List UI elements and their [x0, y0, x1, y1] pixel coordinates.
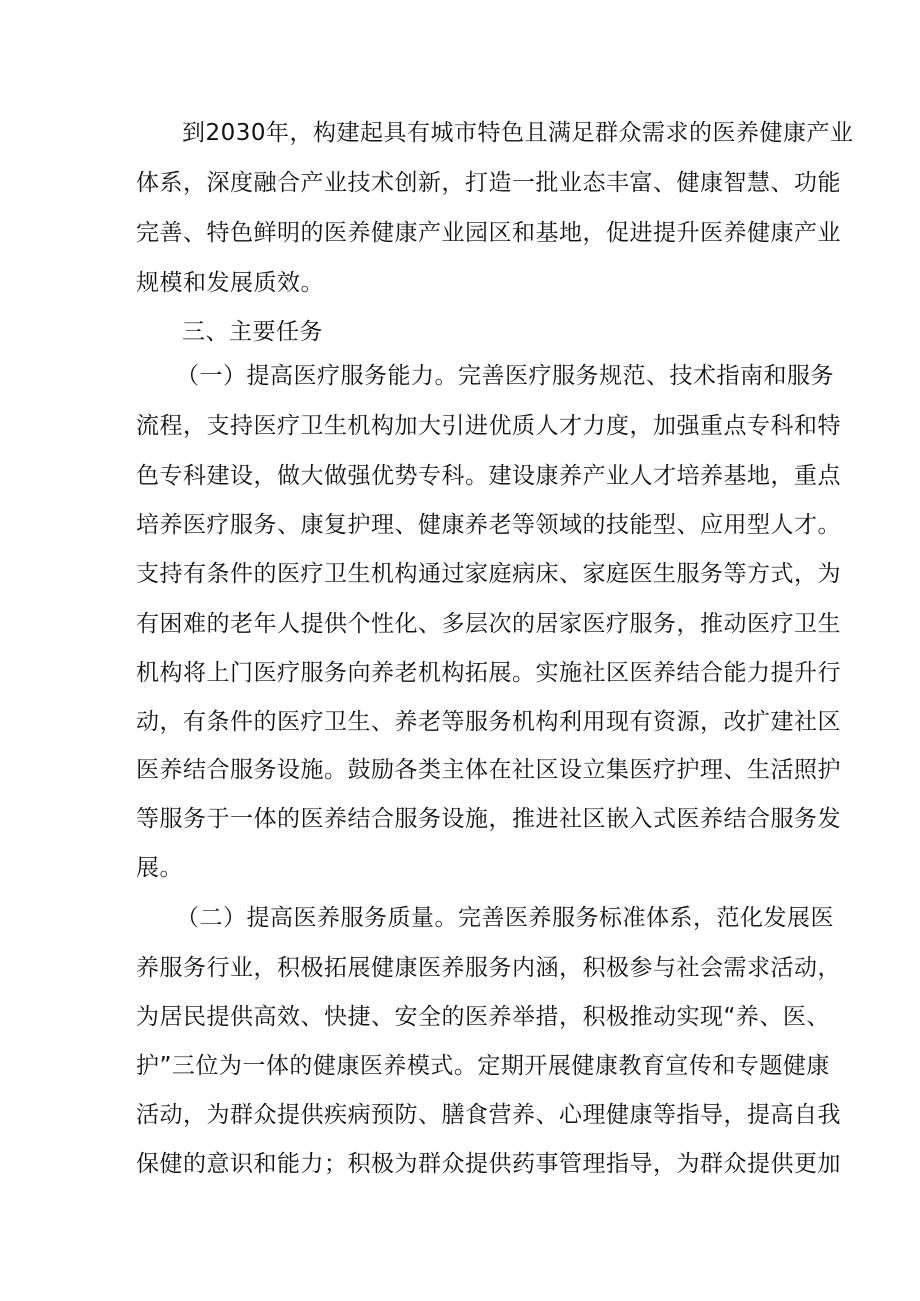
text-line: （二）提高医养服务质量。完善医养服务标准体系，范化发展医 [176, 905, 834, 931]
text-line: 流程，支持医疗卫生机构加大引进优质人才力度，加强重点专科和特 [136, 413, 841, 439]
section-heading-main-tasks: 三、主要任务 [182, 319, 323, 345]
text-line: 规模和发展质效。 [136, 270, 324, 296]
text-line: 色专科建设，做大做强优势专科。建设康养产业人才培养基地，重点 [136, 463, 841, 489]
text-line: 完善、特色鲜明的医养健康产业园区和基地，促进提升医养健康产业 [136, 220, 841, 246]
text-line: 养服务行业，积极拓展健康医养服务内涵，积极参与社会需求活动， [136, 955, 841, 981]
text-line: 机构将上门医疗服务向养老机构拓展。实施社区医养结合能力提升行 [136, 660, 841, 686]
text-line: 培养医疗服务、康复护理、健康养老等领域的技能型、应用型人才。 [136, 512, 841, 538]
text-line: 活动，为群众提供疾病预防、膳食营养、心理健康等指导，提高自我 [136, 1102, 841, 1128]
text-line: 护”三位为一体的健康医养模式。定期开展健康教育宣传和专题健康 [136, 1053, 830, 1079]
text-line: 到2030年，构建起具有城市特色且满足群众需求的医养健康产业 [182, 120, 854, 146]
text-line: 支持有条件的医疗卫生机构通过家庭病床、家庭医生服务等方式，为 [136, 561, 841, 587]
text-line: 有困难的老年人提供个性化、多层次的居家医疗服务，推动医疗卫生 [136, 611, 841, 637]
text-line: 为居民提供高效、快捷、安全的医养举措，积极推动实现“养、医、 [136, 1004, 830, 1030]
text-line: 体系，深度融合产业技术创新，打造一批业态丰富、健康智慧、功能 [136, 170, 841, 196]
text-line: 保健的意识和能力；积极为群众提供药事管理指导，为群众提供更加 [136, 1151, 841, 1177]
text-line: 医养结合服务设施。鼓励各类主体在社区设立集医疗护理、生活照护 [136, 757, 841, 783]
text-line: 展。 [136, 855, 183, 881]
text-line: 动，有条件的医疗卫生、养老等服务机构利用现有资源，改扩建社区 [136, 709, 841, 735]
text-line: （一）提高医疗服务能力。完善医疗服务规范、技术指南和服务 [176, 363, 834, 389]
text-line: 等服务于一体的医养结合服务设施，推进社区嵌入式医养结合服务发 [136, 806, 841, 832]
